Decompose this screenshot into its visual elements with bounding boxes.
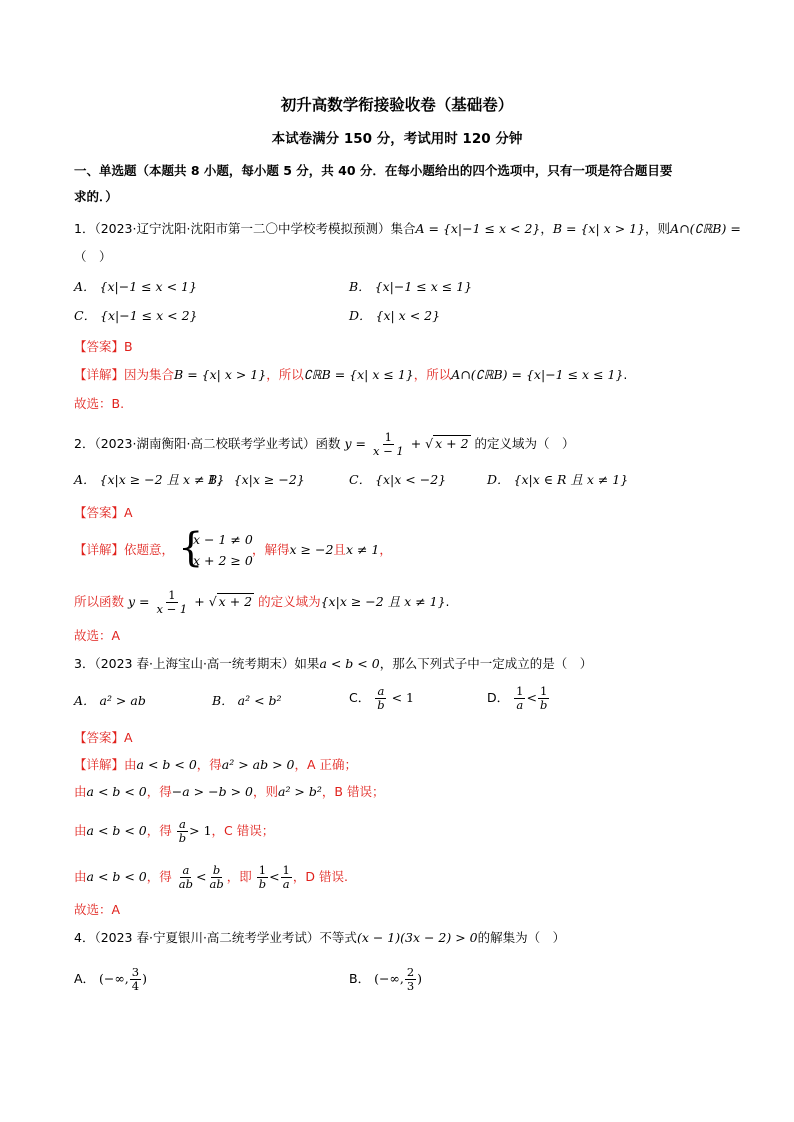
q2-detail-prefix (74, 542, 174, 558)
q3-l4-a: 由 (74, 869, 87, 884)
q2-choice-value: A (111, 628, 121, 643)
q1-option-b: B． {x|−1 ≤ x ≤ 1} (349, 279, 473, 294)
q2-line2-num: 1 (168, 588, 176, 602)
q2-option-b: B． {x|x ≥ −2} (208, 472, 305, 487)
q2-option-c: C． {x|x < −2} (349, 472, 447, 487)
q3-l1-b: a < b < 0 (136, 757, 197, 772)
q4-opt-a-post: ) (142, 971, 148, 986)
q2-line2-b: 的定义域为 (258, 594, 321, 609)
q1-expr: A∩(∁ℝB) = (670, 221, 741, 236)
q1-detail-e: ，所以 (413, 367, 452, 382)
q1-option-a: A． {x|−1 ≤ x < 1} (74, 279, 197, 294)
q4-tail: 的解集为（ ） (477, 930, 566, 945)
q3-l2-c: ，得 (146, 784, 172, 799)
q3-opt-c-frac: $\frac{a}{b}$ (377, 684, 385, 712)
q3-l2-b: a < b < 0 (86, 784, 147, 799)
q4-opt-a-label: A． (74, 971, 96, 986)
q2-line2-radicand: x + 2 (218, 594, 253, 609)
section-heading-line1: 一、单选题（本题共 8 小题，每小题 5 分，共 40 分．在每小题给出的四个选项中，只有一项是符合题目要 (74, 163, 673, 178)
q1-detail-a: 因为集合 (124, 367, 175, 382)
q3-stem-text: 3．（2023 春·上海宝山·高一统考期末）如果 (74, 656, 320, 671)
question-2-stem (74, 431, 575, 458)
q3-l3-d: > 1 (189, 823, 212, 838)
q3-l2-a: 由 (74, 784, 87, 799)
q2-answer-value: A (124, 505, 133, 520)
q1-detail-c: ，所以 (266, 367, 304, 382)
q2-line2-plus: + (194, 594, 205, 609)
q1-detail-f: A∩(∁ℝB) = {x|−1 ≤ x ≤ 1} (451, 367, 624, 382)
q3-choice (74, 902, 120, 918)
q3-tail: ，那么下列式子中一定成立的是（ ） (379, 656, 593, 671)
q4-ineq: (x − 1)(3x − 2) > 0 (356, 930, 478, 945)
q2-option-a: A． {x|x ≥ −2 且 x ≠ 1} (74, 472, 225, 487)
q3-l1-e: ，A 正确； (294, 757, 358, 772)
q3-l4-g: ，D 错误. (292, 869, 348, 884)
q1-sep: ， (540, 221, 553, 236)
q1-answer (74, 339, 133, 355)
q3-l2-f: a² > b² (278, 784, 322, 799)
q4-option-b (349, 966, 422, 993)
q3-l4-frac4: $\frac{1}{a}$ (282, 863, 290, 891)
q2-detail-result (252, 542, 392, 558)
q3-detail-line4 (74, 864, 348, 891)
q1-choice-label: 故选： (74, 396, 112, 411)
q3-option-d: D． $\frac{1}{a}$ < $\frac{1}{b}$ (487, 684, 548, 712)
q1-choice (74, 396, 124, 412)
q2-detail-b: ，解得 (252, 542, 290, 557)
question-3-stem (74, 656, 592, 672)
q2-line2-y: y = (128, 594, 150, 609)
q3-l2-d: −a > −b > 0 (171, 784, 253, 799)
q3-l4-e: ，即 (226, 869, 252, 884)
q1-detail-d: ∁ℝB = {x| x ≤ 1} (303, 367, 414, 382)
q1-paren: （ ） (74, 249, 112, 264)
section-heading-line2: 求的．） (74, 189, 118, 204)
q4-opt-b-label: B． (349, 971, 371, 986)
q3-option-c (349, 685, 414, 712)
q3-cond: a < b < 0 (319, 656, 380, 671)
q3-detail-line2 (74, 784, 384, 800)
q3-l4-frac2: $\frac{b}{ab}$ (209, 863, 224, 891)
q4-opt-b-pre: (−∞, (374, 971, 404, 986)
q4-opt-a-frac: $\frac{3}{4}$ (131, 965, 140, 993)
q2-line2-sqrt: √ x + 2 (208, 594, 253, 609)
q2-stem-text: 2．（2023·湖南衡阳·高二校联考学业考试）函数 (74, 436, 341, 451)
q2-choice (74, 628, 120, 644)
q1-then: ，则 (645, 221, 671, 236)
q3-l3-c: ，得 (146, 823, 172, 838)
q3-opt-c-label: C． (349, 690, 371, 705)
q3-detail-label: 【详解】 (74, 757, 125, 772)
q1-stem-text: 1．（2023·辽宁沈阳·沈阳市第一二〇中学校考模拟预测）集合 (74, 221, 416, 236)
q2-den: x − 1 (372, 444, 404, 458)
q4-stem-text: 4．（2023 春·宁夏银川·高二统考学业考试）不等式 (74, 930, 357, 945)
q2-detail-d: 且 (333, 542, 346, 557)
q2-line2-c: {x|x ≥ −2 且 x ≠ 1} (320, 594, 446, 609)
q2-system-brace: { (178, 525, 204, 571)
q3-detail-line3 (74, 818, 274, 845)
q3-l3-b: a < b < 0 (86, 823, 147, 838)
q3-option-a: A． a² > ab (74, 693, 146, 708)
q3-answer-label: 【答案】 (74, 730, 125, 745)
q2-detail-e: x ≠ 1 (345, 542, 380, 557)
q4-opt-a-pre: (−∞, (99, 971, 129, 986)
q2-choice-label: 故选： (74, 628, 112, 643)
q2-plus: + (410, 436, 422, 451)
q3-l2-e: ，则 (252, 784, 278, 799)
question-4-stem (74, 930, 565, 946)
q2-answer (74, 505, 133, 521)
q2-line2-d: . (445, 594, 450, 609)
q3-answer-value: A (124, 730, 133, 745)
q3-detail-line1 (74, 757, 357, 773)
q4-opt-b-post: ) (417, 971, 423, 986)
q3-l3-e: ，C 错误； (211, 823, 275, 838)
q1-choice-value: B. (111, 396, 125, 411)
q1-detail (74, 367, 627, 383)
q2-detail-c: x ≥ −2 (289, 542, 334, 557)
q2-line2-a: 所以函数 (74, 594, 125, 609)
q2-radicand: x + 2 (435, 436, 469, 451)
q2-detail-line2 (74, 589, 450, 616)
q2-line2-den: x − 1 (156, 602, 188, 616)
q3-opt-d-frac2: $\frac{1}{b}$ (539, 684, 548, 712)
q2-num: 1 (384, 430, 392, 444)
q2-detail-f: ， (379, 542, 392, 557)
q2-detail-a: 依题意， (124, 542, 175, 557)
page-subtitle: 本试卷满分 150 分，考试用时 120 分钟 (271, 131, 523, 147)
q3-l2-g: ，B 错误； (321, 784, 385, 799)
q3-l1-c: ，得 (196, 757, 222, 772)
q3-opt-d-frac1: $\frac{1}{a}$ (516, 684, 524, 712)
q4-option-a (74, 966, 147, 993)
q1-answer-value: B (124, 339, 133, 354)
q3-l3-frac: $\frac{a}{b}$ (178, 817, 187, 845)
q2-sqrt: √ x + 2 (425, 436, 469, 451)
q4-opt-b-frac: $\frac{2}{3}$ (406, 965, 415, 993)
q3-l4-frac3: $\frac{1}{b}$ (258, 863, 267, 891)
q3-l1-d: a² > ab > 0 (221, 757, 295, 772)
q3-l4-f: < (269, 869, 280, 884)
q3-choice-value: A (111, 902, 121, 917)
q3-l4-d: < (195, 869, 207, 884)
q2-system-line2: x + 2 ≥ 0 (193, 553, 253, 568)
q2-tail: 的定义域为（ ） (474, 436, 575, 451)
q1-option-d: D． {x| x < 2} (349, 308, 441, 323)
q1-answer-label: 【答案】 (74, 339, 125, 354)
q1-set-b: B = {x| x > 1} (552, 221, 646, 236)
page-title: 初升高数学衔接验收卷（基础卷） (280, 96, 514, 114)
q2-detail-label: 【详解】 (74, 542, 125, 557)
q2-y: y = (344, 436, 366, 451)
q1-detail-g: . (623, 367, 628, 382)
q1-set-a: A = {x|−1 ≤ x < 2} (415, 221, 541, 236)
q3-l4-c: ，得 (146, 869, 172, 884)
q3-option-b: B． a² < b² (212, 693, 282, 708)
q3-choice-label: 故选： (74, 902, 112, 917)
q2-fraction (371, 431, 406, 458)
q3-answer (74, 730, 133, 746)
question-1-stem (74, 221, 741, 237)
q1-detail-b: B = {x| x > 1} (174, 367, 267, 382)
q3-l3-a: 由 (74, 823, 87, 838)
q3-l4-frac1: $\frac{a}{ab}$ (178, 863, 193, 891)
q3-l4-b: a < b < 0 (86, 869, 147, 884)
q2-line2-fraction (155, 589, 190, 616)
q2-option-d: D． {x|x ∈ R 且 x ≠ 1} (487, 472, 629, 487)
q3-opt-d-label: D． (487, 690, 510, 705)
q1-detail-label: 【详解】 (74, 367, 125, 382)
q1-option-c: C． {x|−1 ≤ x < 2} (74, 308, 198, 323)
q3-l1-a: 由 (124, 757, 137, 772)
q3-opt-c-rel: < 1 (391, 690, 414, 705)
q2-answer-label: 【答案】 (74, 505, 125, 520)
q2-system-line1: x − 1 ≠ 0 (193, 532, 253, 547)
